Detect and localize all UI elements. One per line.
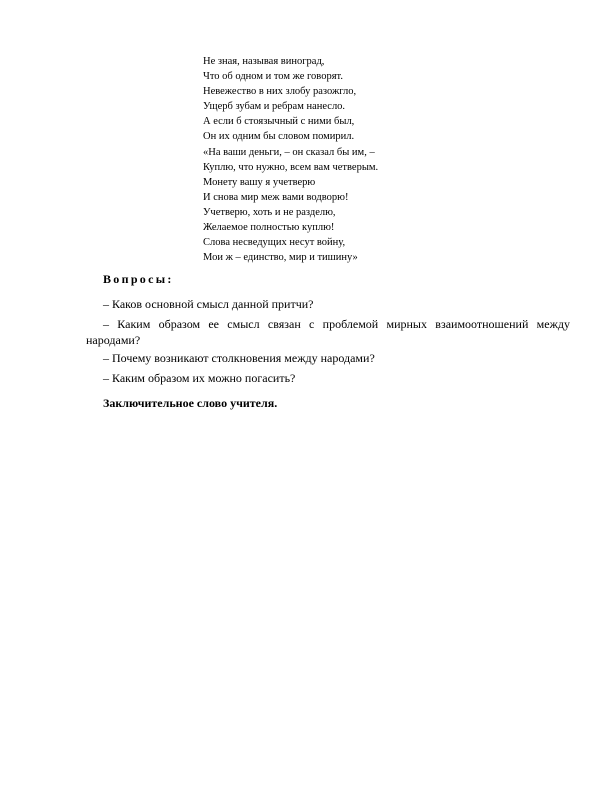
poem-line: Мои ж – единство, мир и тишину» — [203, 252, 358, 264]
poem-line: Он их одним бы словом помирил. — [203, 131, 355, 143]
poem-line: Слова несведущих несут войну, — [203, 237, 346, 249]
poem-line: Желаемое полностью куплю! — [203, 222, 335, 234]
question-item: – Почему возникают столкновения между народами? — [103, 351, 375, 365]
question-item: – Каким образом их можно погасить? — [103, 371, 296, 385]
poem-line: Ущерб зубам и ребрам нанесло. — [203, 101, 346, 113]
poem-line: Не зная, называя виноград, — [203, 56, 325, 67]
poem-line: Куплю, что нужно, всем вам четверым. — [203, 161, 379, 173]
question-item: – Каким образом ее смысл связан с проблемой мирных взаимоотношений между народами? — [86, 317, 570, 347]
poem-line: А если б стоязычный с ними был, — [203, 116, 355, 128]
poem-line: Невежество в них злобу разожгло, — [203, 86, 357, 98]
poem-line: Монету вашу я учетверю — [203, 176, 316, 188]
poem-line: И снова мир меж вами водворю! — [203, 191, 349, 203]
poem-line: Учетверю, хоть и не разделю, — [203, 206, 336, 218]
question-item: – Каков основной смысл данной притчи? — [103, 297, 314, 311]
questions-heading: Вопросы: — [103, 272, 174, 286]
poem-block — [203, 54, 463, 265]
closing-remark: Заключительное слово учителя. — [103, 396, 278, 410]
poem-line: Что об одном и том же говорят. — [203, 71, 343, 83]
poem-line: «На ваши деньги, – он сказал бы им, – — [203, 146, 375, 158]
